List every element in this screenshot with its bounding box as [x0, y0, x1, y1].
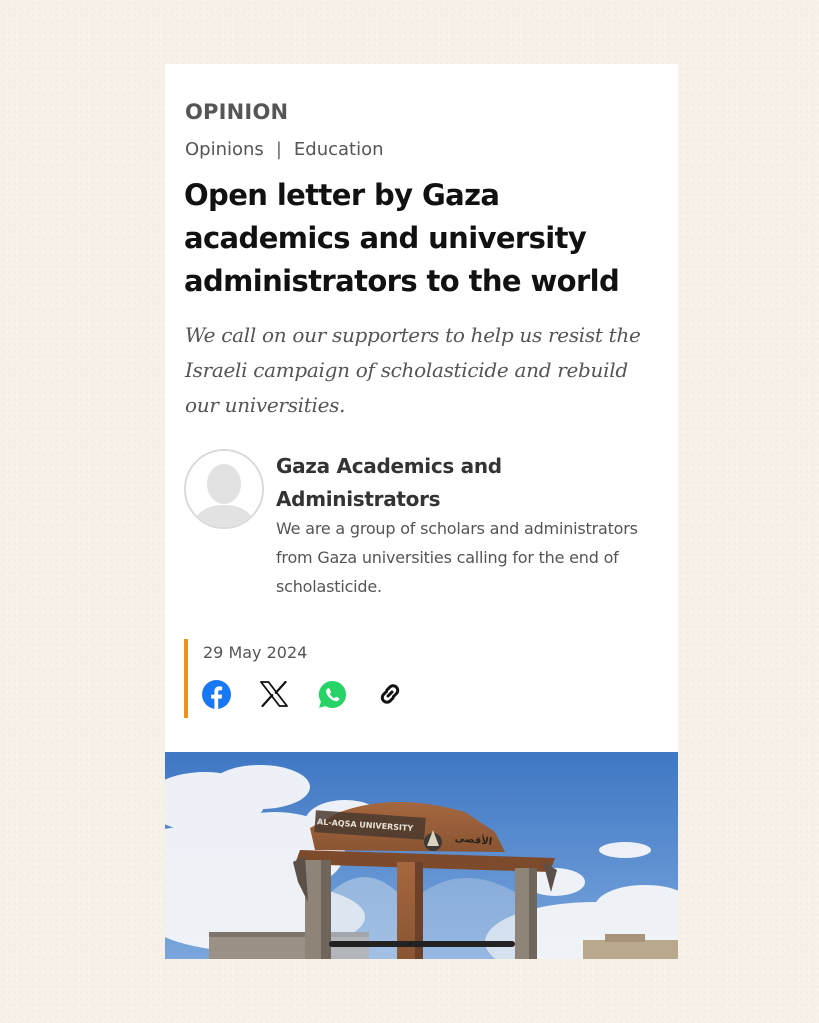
breadcrumb [185, 139, 384, 160]
hero-image[interactable] [165, 752, 678, 959]
article-card [165, 64, 678, 959]
share-facebook-button[interactable] [201, 679, 231, 709]
breadcrumb-education-link[interactable]: Education [293, 139, 384, 160]
breadcrumb-opinions-link[interactable]: Opinions [185, 139, 264, 160]
x-icon [260, 681, 288, 707]
article-meta [184, 639, 488, 718]
share-bar [201, 679, 433, 709]
hero-photo [165, 752, 678, 959]
whatsapp-icon [318, 680, 347, 709]
breadcrumb-separator: | [275, 139, 282, 160]
section-label: OPINION [185, 100, 289, 124]
gate-sign-arabic: الأقصى [454, 832, 493, 848]
gate-sign-text: AL-AQSA UNIVERSITY [316, 817, 414, 834]
share-whatsapp-button[interactable] [317, 679, 347, 709]
author-bio: We are a group of scholars and administrators from Gaza universities calling for the end of scholasticide. [276, 519, 638, 596]
facebook-icon [202, 680, 231, 709]
link-icon [375, 679, 405, 709]
publish-date: 29 May 2024 [203, 643, 308, 662]
article-standfirst: We call on our supporters to help us resist the Israeli campaign of scholasticide and rebuild our universities. [185, 323, 641, 417]
person-placeholder-icon [186, 451, 262, 527]
author-name[interactable]: Gaza Academics and Administrators [276, 454, 502, 511]
author-avatar[interactable] [184, 449, 264, 529]
share-x-button[interactable] [259, 679, 289, 709]
home-indicator[interactable] [329, 941, 515, 947]
article-headline: Open letter by Gaza academics and university administrators to the world [184, 178, 620, 298]
copy-link-button[interactable] [375, 679, 405, 709]
